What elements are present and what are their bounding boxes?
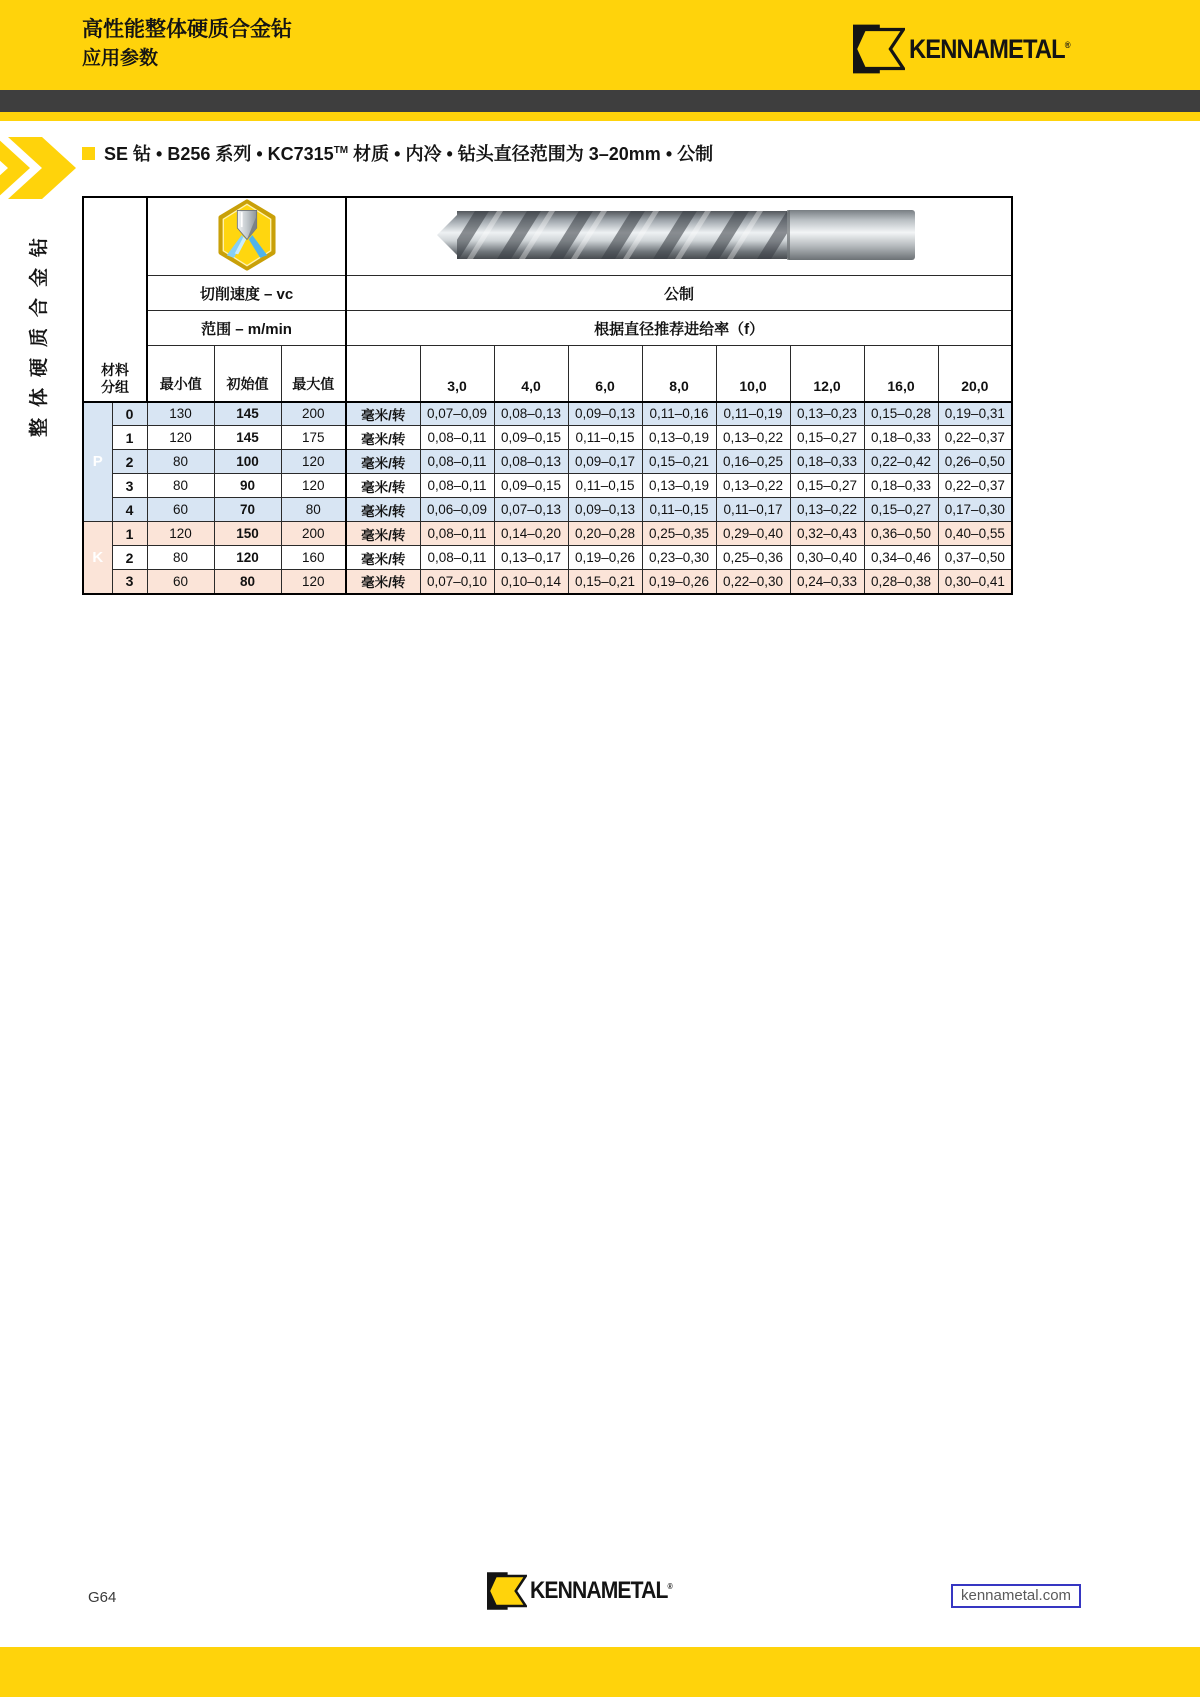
cell-vc-max: 120	[281, 570, 346, 594]
brand-reg-mark: ®	[1065, 39, 1071, 50]
header-band	[0, 0, 1200, 90]
cell-vc-max: 120	[281, 474, 346, 498]
cell-vc-start: 150	[214, 522, 281, 546]
cell-feed-range: 0,13–0,17	[494, 546, 568, 570]
cell-feed-range: 0,08–0,13	[494, 450, 568, 474]
cell-feed-range: 0,08–0,11	[420, 546, 494, 570]
cell-vc-start: 100	[214, 450, 281, 474]
yellow-divider-strip	[0, 112, 1200, 121]
drill-photo	[349, 198, 1012, 272]
kennametal-k-icon	[853, 24, 905, 74]
feed-rate-header: 根据直径推荐进给率（f）	[346, 311, 1012, 346]
bottom-yellow-band	[0, 1647, 1200, 1697]
group-letter-K: K	[83, 522, 112, 594]
cell-feed-range: 0,13–0,23	[790, 402, 864, 426]
cell-feed-unit: 毫米/转	[346, 426, 420, 450]
kennametal-logo	[853, 24, 1092, 74]
cell-group-num: 0	[112, 402, 147, 426]
cell-group-num: 1	[112, 426, 147, 450]
col-header-min: 最小值	[147, 346, 214, 402]
cell-feed-range: 0,18–0,33	[864, 426, 938, 450]
cell-feed-unit: 毫米/转	[346, 522, 420, 546]
cell-vc-max: 200	[281, 522, 346, 546]
cell-vc-min: 80	[147, 474, 214, 498]
sidebar-vertical-label: 整体硬质合金钻	[29, 226, 50, 437]
cell-vc-min: 60	[147, 498, 214, 522]
cell-feed-range: 0,11–0,17	[716, 498, 790, 522]
cell-group-num: 3	[112, 474, 147, 498]
col-header-diameter: 3,0	[420, 346, 494, 402]
cell-feed-unit: 毫米/转	[346, 402, 420, 426]
parameters-table	[82, 196, 1013, 595]
cell-feed-unit: 毫米/转	[346, 546, 420, 570]
cell-feed-range: 0,23–0,30	[642, 546, 716, 570]
footer-kennametal-logo	[487, 1570, 691, 1612]
cell-feed-range: 0,40–0,55	[938, 522, 1012, 546]
page-number: G64	[88, 1589, 117, 1606]
cell-vc-max: 120	[281, 450, 346, 474]
cell-vc-start: 145	[214, 402, 281, 426]
cell-feed-range: 0,18–0,33	[790, 450, 864, 474]
cell-feed-range: 0,13–0,22	[716, 474, 790, 498]
cell-feed-range: 0,15–0,27	[864, 498, 938, 522]
cell-feed-range: 0,14–0,20	[494, 522, 568, 546]
cell-feed-range: 0,08–0,13	[494, 402, 568, 426]
cell-vc-max: 80	[281, 498, 346, 522]
cell-feed-range: 0,34–0,46	[864, 546, 938, 570]
cell-vc-max: 160	[281, 546, 346, 570]
cell-feed-range: 0,13–0,22	[716, 426, 790, 450]
cell-vc-min: 130	[147, 402, 214, 426]
col-header-diameter: 8,0	[642, 346, 716, 402]
cell-vc-max: 175	[281, 426, 346, 450]
brand-wordmark: KENNAMETAL®	[909, 33, 1071, 64]
cell-feed-unit: 毫米/转	[346, 570, 420, 594]
cell-group-num: 2	[112, 450, 147, 474]
cell-feed-range: 0,32–0,43	[790, 522, 864, 546]
brand-reg-mark: ®	[667, 1582, 672, 1591]
cell-group-num: 1	[112, 522, 147, 546]
cell-feed-range: 0,22–0,37	[938, 426, 1012, 450]
cell-feed-range: 0,15–0,21	[568, 570, 642, 594]
cell-feed-range: 0,28–0,38	[864, 570, 938, 594]
cell-vc-start: 120	[214, 546, 281, 570]
cell-feed-range: 0,13–0,19	[642, 426, 716, 450]
cell-feed-range: 0,13–0,22	[790, 498, 864, 522]
cell-feed-range: 0,19–0,31	[938, 402, 1012, 426]
cell-vc-min: 120	[147, 522, 214, 546]
cell-group-num: 3	[112, 570, 147, 594]
cell-feed-range: 0,11–0,15	[642, 498, 716, 522]
coolant-drill-icon	[215, 199, 279, 271]
cell-feed-range: 0,25–0,36	[716, 546, 790, 570]
metric-header: 公制	[346, 276, 1012, 311]
col-header-diameter: 6,0	[568, 346, 642, 402]
cell-feed-range: 0,07–0,13	[494, 498, 568, 522]
section-chevron-icon	[0, 137, 78, 199]
cell-feed-range: 0,11–0,15	[568, 426, 642, 450]
page-title: 高性能整体硬质合金钻	[82, 18, 292, 41]
title-bullet-icon	[82, 147, 95, 160]
cell-feed-range: 0,11–0,19	[716, 402, 790, 426]
section-title-text: SE 钻 • B256 系列 • KC7315™ 材质 • 内冷 • 钻头直径范围为 3–20mm • 公制	[104, 144, 714, 164]
cell-feed-range: 0,19–0,26	[568, 546, 642, 570]
cell-feed-range: 0,11–0,16	[642, 402, 716, 426]
cell-feed-range: 0,24–0,33	[790, 570, 864, 594]
cell-feed-range: 0,11–0,15	[568, 474, 642, 498]
cell-feed-range: 0,08–0,11	[420, 522, 494, 546]
cell-group-num: 4	[112, 498, 147, 522]
cell-feed-range: 0,13–0,19	[642, 474, 716, 498]
cell-feed-unit: 毫米/转	[346, 450, 420, 474]
col-header-diameter: 16,0	[864, 346, 938, 402]
kennametal-k-icon	[487, 1570, 527, 1612]
cell-feed-range: 0,22–0,37	[938, 474, 1012, 498]
cell-feed-range: 0,22–0,30	[716, 570, 790, 594]
cell-vc-start: 70	[214, 498, 281, 522]
kennametal-com-link[interactable]: kennametal.com	[951, 1584, 1081, 1608]
cell-vc-start: 145	[214, 426, 281, 450]
cell-feed-range: 0,06–0,09	[420, 498, 494, 522]
cell-feed-range: 0,08–0,11	[420, 426, 494, 450]
cell-vc-max: 200	[281, 402, 346, 426]
application-parameters-table	[82, 196, 1013, 595]
coolant-drill-icon-cell	[147, 197, 346, 276]
cell-feed-range: 0,08–0,11	[420, 474, 494, 498]
cell-feed-range: 0,09–0,13	[568, 498, 642, 522]
cell-feed-range: 0,22–0,42	[864, 450, 938, 474]
cell-vc-min: 120	[147, 426, 214, 450]
col-header-diameter: 10,0	[716, 346, 790, 402]
cell-feed-range: 0,09–0,15	[494, 474, 568, 498]
cell-feed-range: 0,17–0,30	[938, 498, 1012, 522]
cell-feed-range: 0,15–0,28	[864, 402, 938, 426]
drill-photo-cell	[346, 197, 1012, 276]
header-titles	[82, 15, 292, 73]
cell-feed-range: 0,09–0,13	[568, 402, 642, 426]
dark-divider-bar	[0, 90, 1200, 112]
cell-feed-range: 0,19–0,26	[642, 570, 716, 594]
cell-feed-range: 0,09–0,17	[568, 450, 642, 474]
col-header-diameter: 4,0	[494, 346, 568, 402]
cell-feed-unit: 毫米/转	[346, 498, 420, 522]
cell-feed-range: 0,07–0,10	[420, 570, 494, 594]
col-header-max: 最大值	[281, 346, 346, 402]
cell-feed-range: 0,30–0,41	[938, 570, 1012, 594]
cell-feed-range: 0,30–0,40	[790, 546, 864, 570]
range-header: 范围 – m/min	[147, 311, 346, 346]
cutting-speed-header: 切削速度 – vc	[147, 276, 346, 311]
cell-vc-min: 80	[147, 450, 214, 474]
cell-feed-range: 0,18–0,33	[864, 474, 938, 498]
col-header-unit-spacer	[346, 346, 420, 402]
cell-feed-range: 0,25–0,35	[642, 522, 716, 546]
cell-feed-range: 0,09–0,15	[494, 426, 568, 450]
cell-feed-range: 0,08–0,11	[420, 450, 494, 474]
section-title	[82, 140, 713, 166]
cell-feed-range: 0,36–0,50	[864, 522, 938, 546]
group-letter-P: P	[83, 402, 112, 522]
cell-feed-range: 0,26–0,50	[938, 450, 1012, 474]
cell-vc-min: 60	[147, 570, 214, 594]
cell-feed-range: 0,10–0,14	[494, 570, 568, 594]
col-header-start: 初始值	[214, 346, 281, 402]
cell-feed-range: 0,20–0,28	[568, 522, 642, 546]
cell-feed-range: 0,16–0,25	[716, 450, 790, 474]
cell-feed-range: 0,37–0,50	[938, 546, 1012, 570]
cell-feed-range: 0,15–0,27	[790, 474, 864, 498]
cell-feed-range: 0,15–0,27	[790, 426, 864, 450]
col-header-diameter: 20,0	[938, 346, 1012, 402]
cell-feed-range: 0,15–0,21	[642, 450, 716, 474]
cell-feed-range: 0,29–0,40	[716, 522, 790, 546]
page-subtitle: 应用参数	[82, 48, 159, 69]
col-header-diameter: 12,0	[790, 346, 864, 402]
material-group-header: 材料 分组	[83, 197, 147, 402]
cell-feed-unit: 毫米/转	[346, 474, 420, 498]
brand-wordmark: KENNAMETAL®	[530, 1577, 672, 1604]
cell-group-num: 2	[112, 546, 147, 570]
cell-vc-min: 80	[147, 546, 214, 570]
cell-vc-start: 90	[214, 474, 281, 498]
cell-vc-start: 80	[214, 570, 281, 594]
cell-feed-range: 0,07–0,09	[420, 402, 494, 426]
